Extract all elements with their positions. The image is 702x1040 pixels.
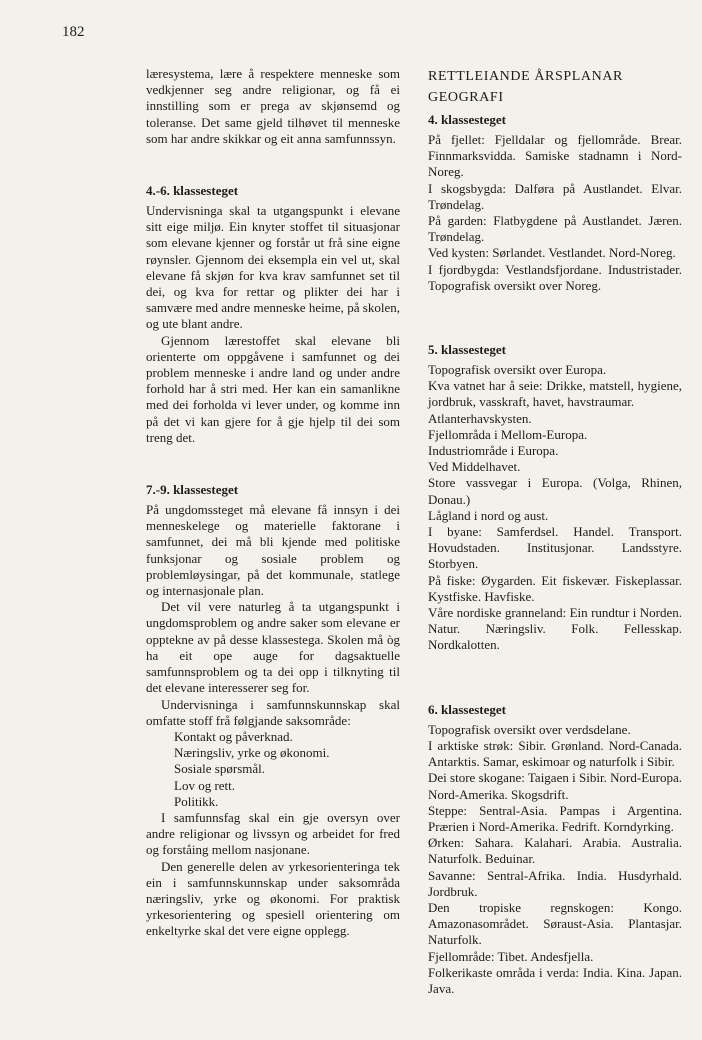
list-line: Kva vatnet har å seie: Drikke, matstell, hygiene, jordbruk, vasskraft, havet, havstraumar. — [428, 378, 682, 410]
paragraph: Undervisninga i samfunnskunnskap skal omfatte stoff frå følgjande saksområde: — [146, 696, 400, 728]
list-line: Lågland i nord og aust. — [428, 507, 549, 523]
list-line: Ørken: Sahara. Kalahari. Arabia. Australia. Naturfolk. Beduinar. — [428, 835, 682, 867]
heading-6: 6. klassesteget — [428, 701, 506, 717]
list-line: Topografisk oversikt over verdsdelane. — [428, 721, 631, 737]
list-line: I arktiske strøk: Sibir. Grønland. Nord-Canada. Antarktis. Samar, eskimoar og naturfolk i Sibir. — [428, 737, 682, 770]
list-line: I byane: Samferdsel. Handel. Transport. Hovudstaden. Institusjonar. Landsstyre. Storbyen. — [428, 524, 682, 572]
list-line: Fjellområda i Mellom-Europa. — [428, 426, 588, 442]
page-number: 182 — [62, 24, 85, 40]
list-item: Politikk. — [174, 793, 219, 809]
right-column — [428, 66, 682, 997]
title-line: GEOGRAFI — [428, 90, 504, 105]
heading-7-9: 7.-9. klassesteget — [146, 482, 239, 498]
paragraph: Det vil vere naturleg å ta utgangspunkt i ungdomsproblem og andre saker som elevane er opptekne av på desse klassestega. Skolen må òg ha eit ope auge for dagsaktuelle samfunnsproblem og ta dei opp i tilknyting til det elevane interesserer seg for. — [146, 599, 400, 696]
list-line: Ved kysten: Sørlandet. Vestlandet. Nord-Noreg. — [428, 245, 676, 261]
list-line: I fjordbygda: Vestlandsfjordane. Industristader. Topografisk oversikt over Noreg. — [428, 261, 682, 293]
list-line: Store vassvegar i Europa. (Volga, Rhinen, Donau.) — [428, 475, 682, 507]
list-line: Atlanterhavskysten. — [428, 410, 532, 426]
list-line: Den tropiske regnskogen: Kongo. Amazonasområdet. Søraust-Asia. Plantasjar. Naturfolk. — [428, 899, 682, 948]
list-line: Folkerikaste områda i verda: India. Kina. Japan. Java. — [428, 964, 682, 996]
list-item: Sosiale spørsmål. — [174, 761, 265, 777]
left-column — [146, 66, 400, 940]
list-line: På garden: Flatbygdene på Austlandet. Jæren. Trøndelag. — [428, 213, 682, 245]
intro-paragraph: læresystema, lære å respektere menneske som vedkjenner seg andre religionar, og få ei innstilling som er prega av skjønsemd og toleranse. Det same gjeld tilhøvet til menneske som har andre skikkar og eit anna samfunnssyn. — [146, 66, 400, 146]
list-line: Savanne: Sentral-Afrika. India. Husdyrhald. Jordbruk. — [428, 867, 682, 899]
heading-4-6: 4.-6. klassesteget — [146, 183, 239, 199]
list-item: Næringsliv, yrke og økonomi. — [174, 745, 330, 761]
list-line: Dei store skogane: Taigaen i Sibir. Nord-Europa. Nord-Amerika. Skogsdrift. — [428, 770, 682, 802]
list-line: I skogsbygda: Dalføra på Austlandet. Elvar. Trøndelag. — [428, 180, 682, 212]
title-line: RETTLEIANDE ÅRSPLANAR — [428, 69, 623, 84]
list-line: Ved Middelhavet. — [428, 459, 521, 475]
heading-4: 4. klassesteget — [428, 112, 506, 127]
list-item: Lov og rett. — [174, 777, 236, 793]
list-line: På fjellet: Fjelldalar og fjellområde. Brear. Finnmarksvidda. Samiske stadnamn i Nord-Noreg. — [428, 132, 682, 180]
list-line: Topografisk oversikt over Europa. — [428, 362, 607, 378]
list-line: Fjellområde: Tibet. Andesfjella. — [428, 948, 594, 964]
paragraph: Undervisninga skal ta utgangspunkt i elevane sitt eige miljø. Ein knyter stoffet til situasjonar som elevane kjenner og forstår ut frå sine eigne røynsler. Gjennom dei eksempla ein vel ut, skal elevane få skjøn for kva krav samfunnet set til dei, og kva for rettar og plikter dei har i samvære med andre menneske heime, på skolen, og ute blant andre. — [146, 203, 400, 332]
list-item: Kontakt og påverknad. — [174, 728, 293, 744]
paragraph: Gjennom lærestoffet skal elevane bli orienterte om oppgåvene i samfunnet og dei problem menneske i andre land og under andre forhold har å stri med. Her kan ein samanlikne med dei forholda vi lever under, og komme inn på det vi kan gjere for å gje hjelp til dei som treng det. — [146, 332, 400, 445]
list-line: På fiske: Øygarden. Eit fiskevær. Fiskeplassar. Kystfiske. Havfiske. — [428, 572, 682, 604]
paragraph: I samfunnsfag skal ein gje oversyn over andre religionar og livssyn og arbeidet for fred og forståing mellom nasjonane. — [146, 809, 400, 858]
paragraph: Den generelle delen av yrkesorienteringa tek ein i samfunnskunnskap under saksområda næringsliv, yrke og økonomi. For praktisk yrkesorientering og spesiell orientering om enkeltyrke skal det vere eigne opplegg. — [146, 858, 400, 939]
heading-5: 5. klassesteget — [428, 342, 506, 358]
list-line: Industriområde i Europa. — [428, 443, 559, 459]
list-line: Steppe: Sentral-Asia. Pampas i Argentina. Prærien i Nord-Amerika. Fedrift. Korndyrking. — [428, 802, 682, 834]
paragraph: På ungdomssteget må elevane få innsyn i dei menneskelege og materielle faktorane i samfunnet, dei må bli kjende med politiske funksjonar og sosiale problem og problemløysingar, på det kommunale, statlege og internasjonale plan. — [146, 502, 400, 599]
section-title — [428, 66, 682, 108]
list-line: Våre nordiske granneland: Ein rundtur i Norden. Natur. Næringsliv. Folk. Fellesskap. Nordkalotten. — [428, 605, 682, 653]
